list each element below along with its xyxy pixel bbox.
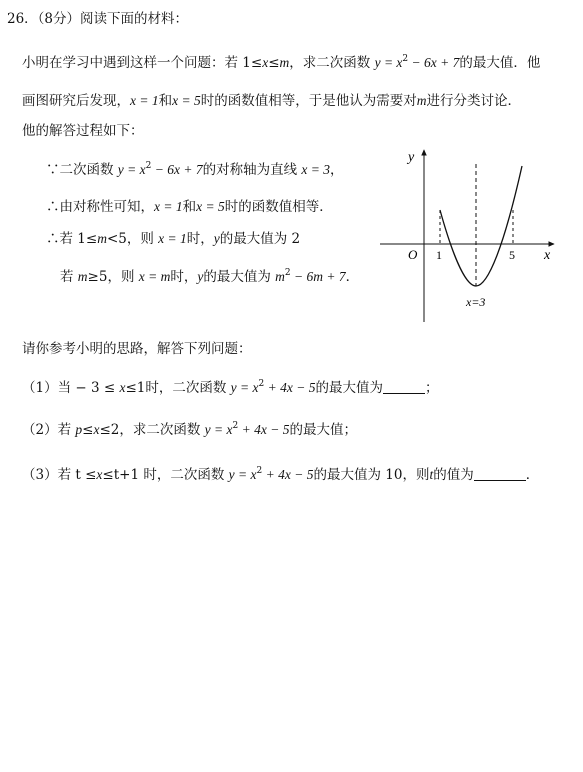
- formula-part: m: [275, 269, 285, 284]
- equation: x = 1: [154, 199, 183, 214]
- var-x: x: [96, 467, 103, 482]
- formula-part: − 6m + 7: [290, 269, 346, 284]
- var-x: x: [262, 55, 269, 70]
- formula-part: y: [204, 422, 211, 437]
- parabola-curve: [440, 166, 522, 286]
- equation: x = 1: [130, 93, 159, 108]
- var-m: m: [77, 269, 88, 284]
- problem-header: [7, 10, 188, 28]
- problem-number-title: 26．（8分）阅读下面的材料：: [7, 11, 189, 27]
- text-segment: （1）当 − 3 ≤: [22, 380, 120, 396]
- formula-part: y: [230, 380, 237, 395]
- equation: x = 1: [158, 231, 187, 246]
- formula-part: + 4x − 5: [262, 467, 314, 482]
- var-p: p: [75, 422, 83, 437]
- text-segment: 的最大值为: [315, 380, 383, 396]
- exponent: 2: [402, 54, 409, 64]
- exponent: 2: [256, 466, 263, 476]
- exponent: 2: [145, 161, 152, 171]
- formula-part: = x: [380, 55, 403, 70]
- formula-part: = x: [234, 467, 257, 482]
- answer-blank-3: [474, 467, 526, 481]
- text-segment: 请你参考小明的思路，解答下列问题：: [22, 341, 252, 357]
- solution-step-3: [46, 230, 300, 248]
- text-segment: 和: [182, 199, 197, 215]
- equation: x = m: [138, 269, 171, 284]
- material-line-3: [22, 122, 144, 140]
- text-segment: ．: [345, 269, 360, 285]
- formula-part: y: [374, 55, 381, 70]
- axis-of-symmetry-label: x=3: [466, 295, 486, 309]
- text-segment: 和: [158, 93, 173, 109]
- x-axis-label: x: [544, 248, 551, 263]
- questions-prompt: [22, 340, 252, 358]
- exponent: 2: [284, 268, 291, 278]
- text-segment: ≤: [268, 55, 280, 71]
- var-m: m: [416, 93, 427, 108]
- text-segment: 时的函数值相等，于是他认为需要对: [200, 93, 417, 109]
- text-segment: 的最大值为 10，则: [313, 467, 430, 483]
- text-segment: ∵二次函数: [46, 162, 118, 178]
- text-segment: ；: [424, 380, 439, 396]
- question-1: [22, 379, 438, 397]
- y-axis-label: y: [408, 150, 415, 165]
- var-m: m: [279, 55, 290, 70]
- tick-label-1: 1: [436, 248, 442, 262]
- text-segment: 画图研究后发现，: [22, 93, 130, 109]
- exponent: 2: [232, 421, 239, 431]
- solution-step-2: [46, 198, 333, 216]
- var-t: t: [429, 467, 434, 482]
- equation: x = 3: [301, 162, 331, 177]
- text-segment: ，: [330, 162, 344, 178]
- formula-part: + 4x − 5: [264, 380, 316, 395]
- formula-part: y: [117, 162, 124, 177]
- answer-blank-1: [383, 380, 425, 394]
- exponent: 2: [258, 379, 265, 389]
- text-segment: 的对称轴为直线: [202, 162, 302, 178]
- text-segment: 时，: [186, 231, 214, 247]
- var-x: x: [93, 422, 100, 437]
- formula-part: = x: [210, 422, 233, 437]
- text-segment: ∴若 1≤: [46, 231, 98, 247]
- question-3: [22, 466, 539, 484]
- var-y: y: [213, 231, 220, 246]
- text-segment: （3）若 t ≤: [22, 467, 97, 483]
- formula-part: = x: [236, 380, 259, 395]
- text-segment: 的最大值为 2: [219, 231, 301, 247]
- var-y: y: [197, 269, 204, 284]
- formula-part: = x: [123, 162, 146, 177]
- var-x: x: [119, 380, 126, 395]
- text-segment: 的最大值为: [203, 269, 276, 285]
- text-segment: 时的函数值相等．: [224, 199, 333, 215]
- formula-part: − 6x + 7: [408, 55, 460, 70]
- material-line-2: [22, 92, 521, 110]
- text-segment: ≤1时，二次函数: [125, 380, 231, 396]
- question-2: [22, 421, 357, 439]
- text-segment: 的最大值；: [289, 422, 357, 438]
- text-segment: ．: [525, 467, 540, 483]
- text-segment: ≤2，求二次函数: [99, 422, 205, 438]
- material-line-1: [22, 54, 540, 72]
- text-segment: ∴由对称性可知，: [46, 199, 154, 215]
- solution-step-4: [60, 268, 359, 286]
- formula-part: + 4x − 5: [238, 422, 290, 437]
- text-segment: 若: [60, 269, 78, 285]
- text-segment: 时，: [170, 269, 198, 285]
- tick-label-5: 5: [509, 248, 515, 262]
- text-segment: 的值为: [433, 467, 474, 483]
- equation: x = 5: [196, 199, 225, 214]
- solution-step-1: [46, 161, 344, 179]
- text-segment: ≤: [82, 422, 94, 438]
- var-m: m: [97, 231, 107, 246]
- parabola-graph: [380, 146, 560, 326]
- formula-part: − 6x + 7: [151, 162, 203, 177]
- text-segment: 的最大值．他: [459, 55, 541, 71]
- text-segment: ≤t+1 时，二次函数: [102, 467, 229, 483]
- text-segment: ≥5，则: [87, 269, 139, 285]
- origin-label: O: [408, 247, 418, 262]
- formula-part: y: [228, 467, 235, 482]
- text-segment: 他的解答过程如下：: [22, 123, 144, 139]
- text-segment: ，求二次函数: [289, 55, 375, 71]
- text-segment: 小明在学习中遇到这样一个问题：若 1≤: [22, 55, 263, 71]
- text-segment: <5，则: [106, 231, 159, 247]
- text-segment: 进行分类讨论．: [426, 93, 521, 109]
- equation: x = 5: [172, 93, 201, 108]
- text-segment: （2）若: [22, 422, 76, 438]
